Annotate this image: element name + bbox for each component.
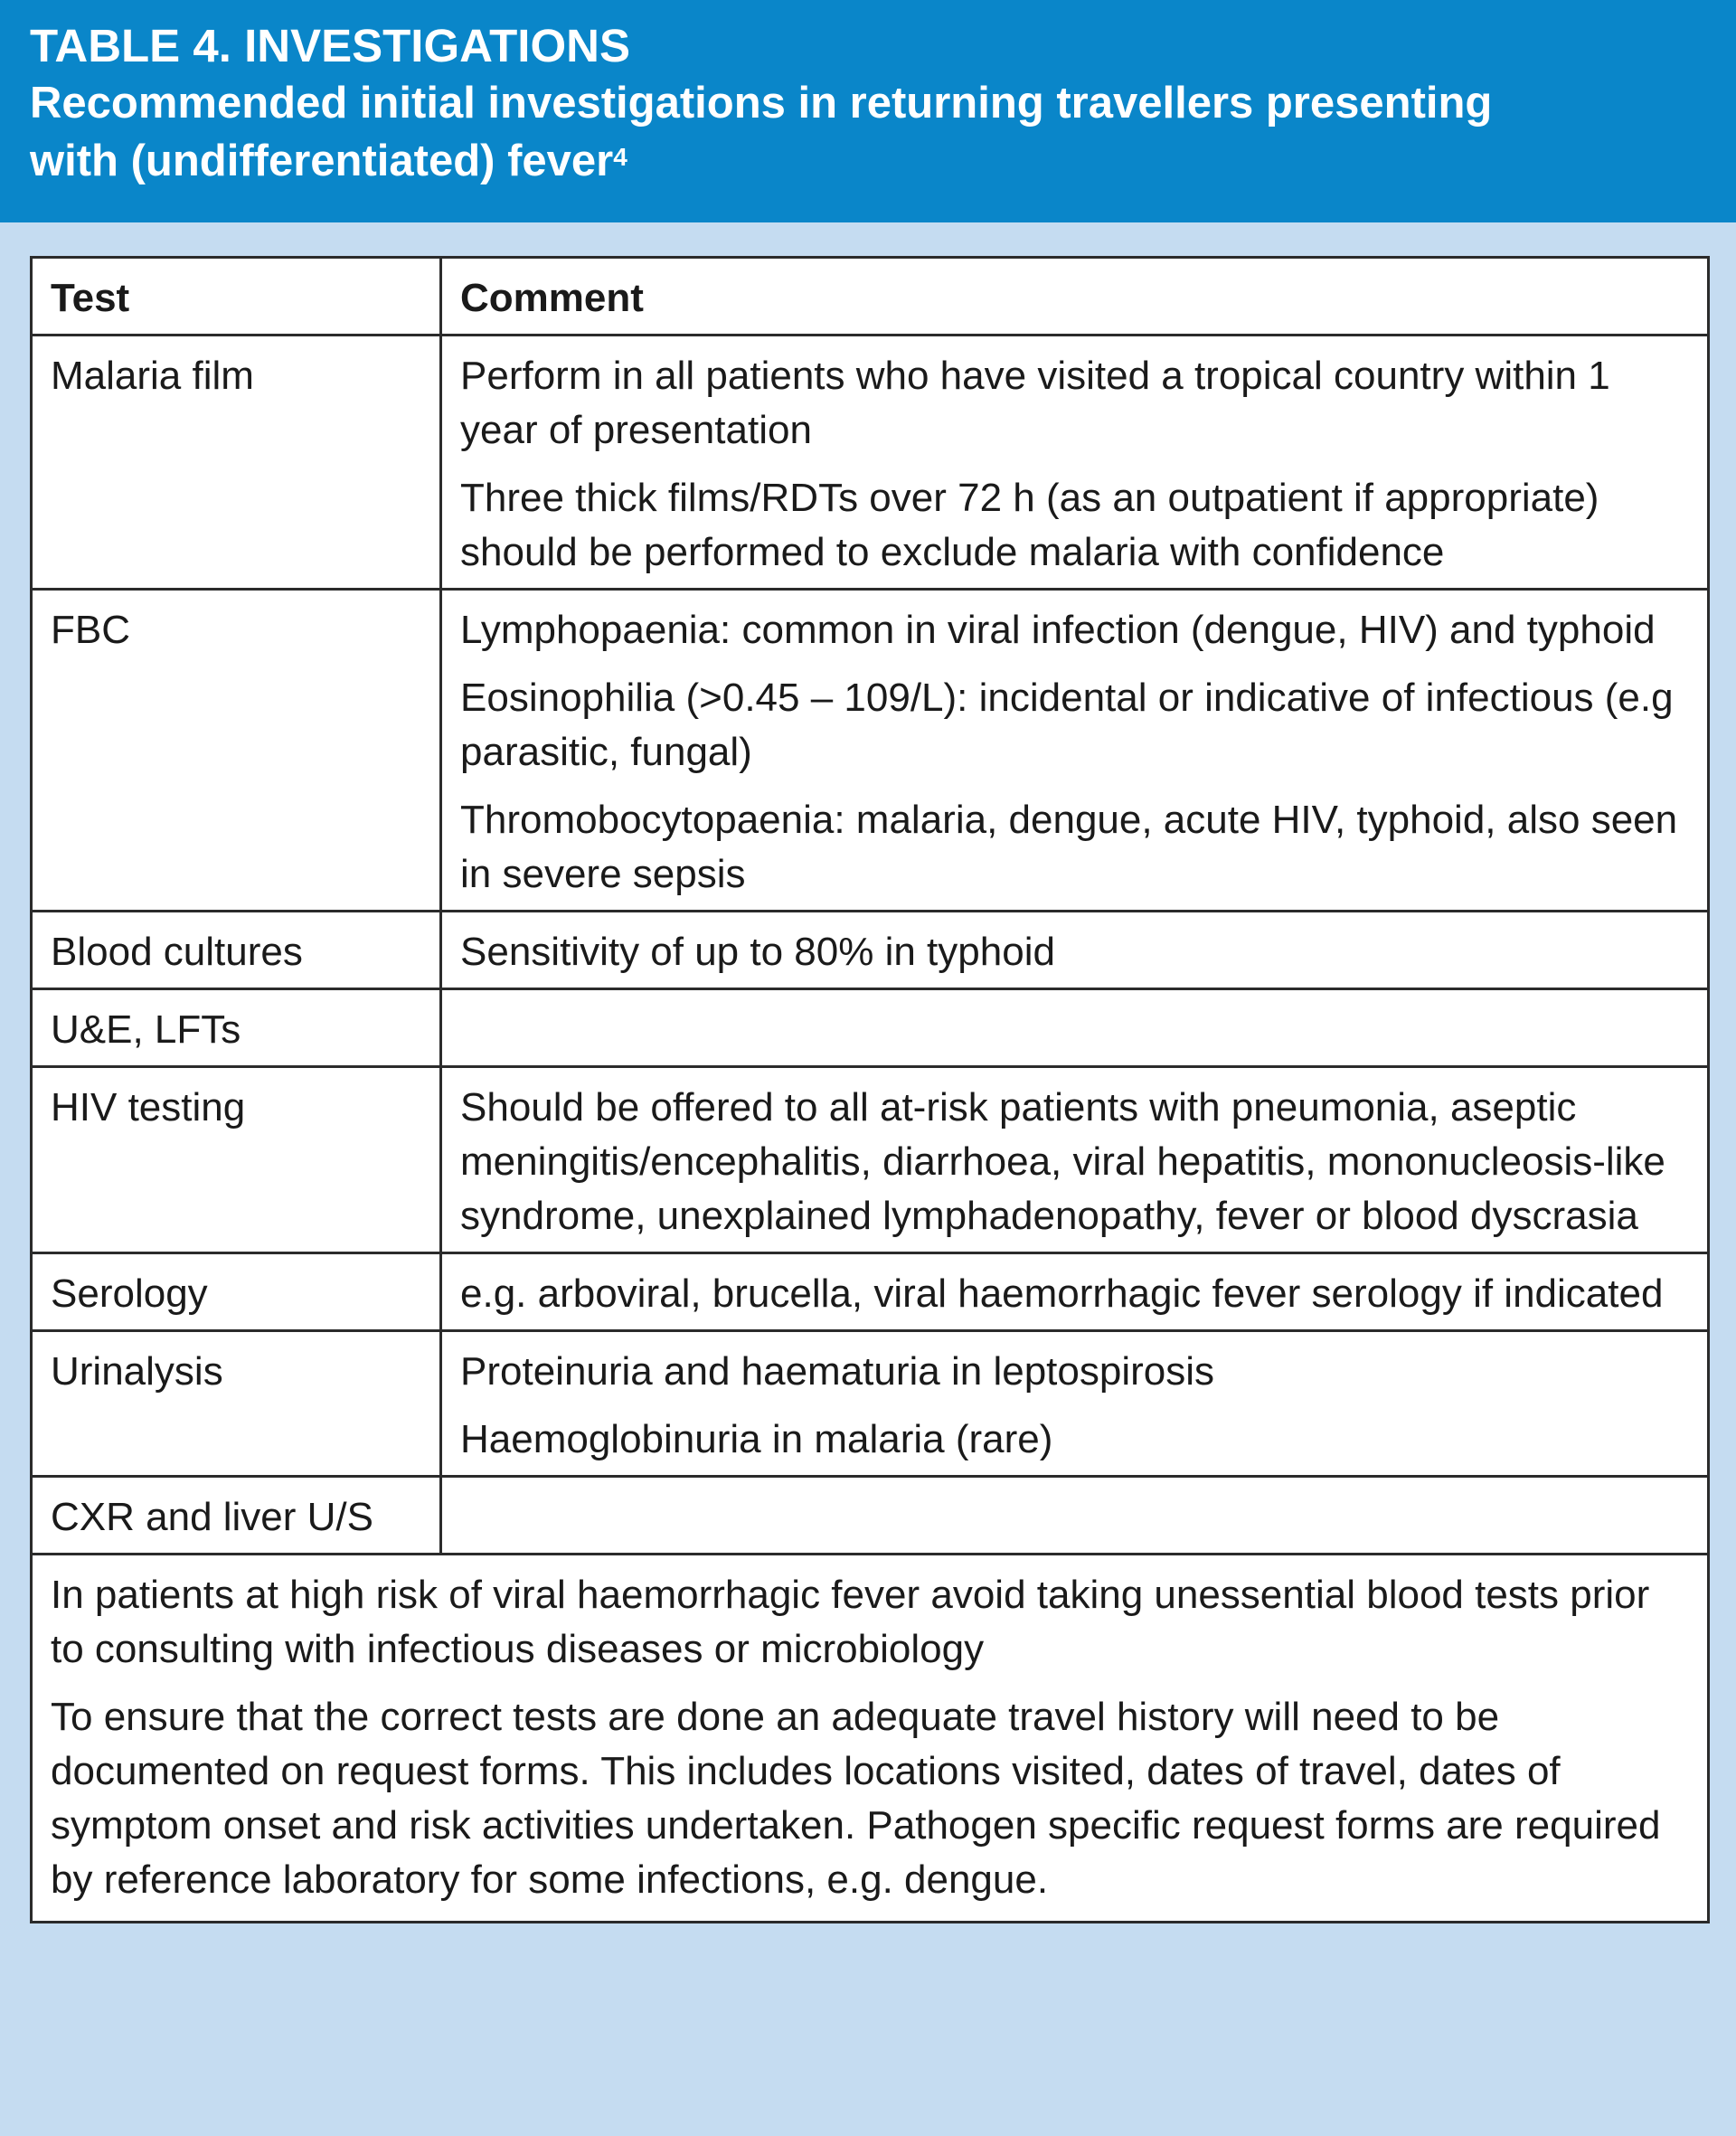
comment-text: Perform in all patients who have visited a tropical country within 1 year of presentation — [460, 354, 1610, 452]
table-row — [32, 1253, 1709, 1331]
comment-cell — [441, 912, 1709, 989]
test-cell: Malaria film — [32, 336, 441, 590]
comment-cell — [441, 1067, 1709, 1253]
investigations-table — [30, 256, 1710, 1923]
comment-cell — [441, 590, 1709, 912]
comment-text: Lymphopaenia: common in viral infection (dengue, HIV) and typhoid — [460, 608, 1656, 652]
table-row — [32, 1331, 1709, 1477]
test-cell: HIV testing — [32, 1067, 441, 1253]
table-notes-row — [32, 1555, 1709, 1923]
column-header-test: Test — [32, 258, 441, 336]
test-cell: U&E, LFTs — [32, 989, 441, 1067]
comment-cell — [441, 336, 1709, 590]
comment-text: Should be offered to all at-risk patients with pneumonia, aseptic meningitis/encephalitis, diarrhoea, viral hepatitis, mononucleosis-like syndrome, unexplained lymphadenopathy, fever or blood dyscrasia — [460, 1085, 1665, 1238]
table-subtitle — [30, 74, 1567, 190]
comment-text: Eosinophilia (>0.45 – 109/L): incidental or indicative of infectious (e.g parasitic, fungal) — [460, 676, 1674, 774]
table-note: To ensure that the correct tests are done an adequate travel history will need to be documented on request forms. This includes locations visited, dates of travel, dates of symptom onset and risk activities undertaken. Pathogen specific request forms are required by reference laboratory for some infections, e.g. dengue. — [51, 1695, 1661, 1902]
table-header — [0, 0, 1736, 222]
comment-text: e.g. arboviral, brucella, viral haemorrhagic fever serology if indicated — [460, 1271, 1664, 1316]
reference-superscript: 4 — [613, 143, 627, 171]
comment-text: Proteinuria and haematuria in leptospirosis — [460, 1349, 1215, 1394]
test-cell: CXR and liver U/S — [32, 1477, 441, 1555]
table-row — [32, 912, 1709, 989]
comment-text: Sensitivity of up to 80% in typhoid — [460, 930, 1055, 974]
comment-cell-empty — [441, 1477, 1709, 1555]
comment-cell-empty — [441, 989, 1709, 1067]
table-note: In patients at high risk of viral haemorrhagic fever avoid taking unessential blood tests prior to consulting with infectious diseases or microbiology — [51, 1573, 1650, 1671]
table-row — [32, 989, 1709, 1067]
table-notes-cell — [32, 1555, 1709, 1923]
table-row — [32, 1477, 1709, 1555]
test-cell: FBC — [32, 590, 441, 912]
table-subtitle-text: Recommended initial investigations in returning travellers presenting with (undifferentiated) fever — [30, 79, 1493, 185]
table-row — [32, 1067, 1709, 1253]
test-cell: Serology — [32, 1253, 441, 1331]
comment-text: Haemoglobinuria in malaria (rare) — [460, 1417, 1053, 1461]
comment-text: Thromobocytopaenia: malaria, dengue, acute HIV, typhoid, also seen in severe sepsis — [460, 798, 1678, 896]
table-row — [32, 336, 1709, 590]
table-title: TABLE 4. INVESTIGATIONS — [30, 20, 630, 71]
table-row — [32, 590, 1709, 912]
investigations-table-wrapper — [30, 256, 1707, 1923]
comment-cell — [441, 1253, 1709, 1331]
comment-cell — [441, 1331, 1709, 1477]
test-cell: Urinalysis — [32, 1331, 441, 1477]
table-body — [32, 336, 1709, 1923]
column-header-comment: Comment — [441, 258, 1709, 336]
test-cell: Blood cultures — [32, 912, 441, 989]
table-header-row — [32, 258, 1709, 336]
comment-text: Three thick films/RDTs over 72 h (as an outpatient if appropriate) should be performed to exclude malaria with confidence — [460, 476, 1599, 574]
